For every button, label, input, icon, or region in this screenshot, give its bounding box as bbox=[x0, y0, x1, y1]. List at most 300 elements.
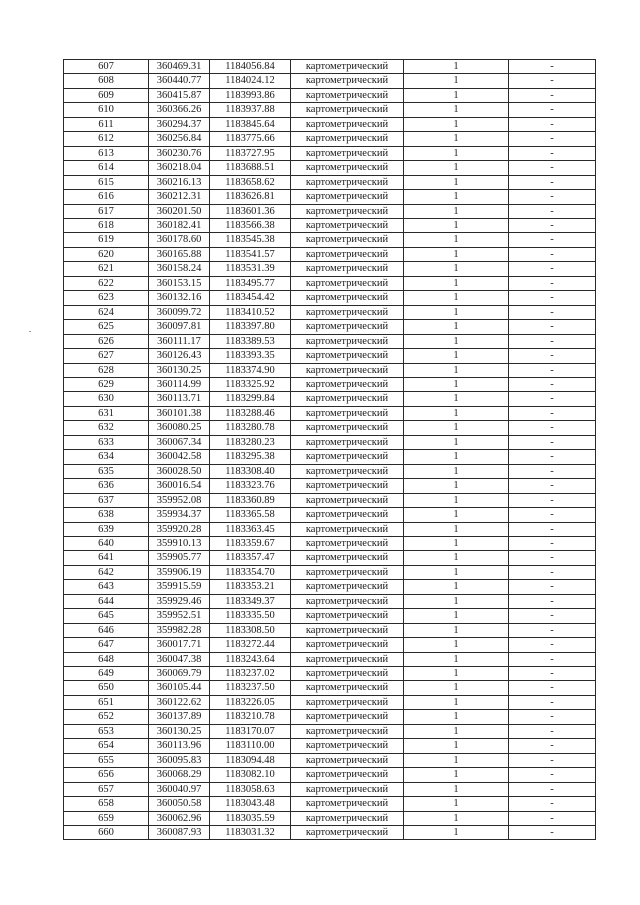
method-cell: картометрический bbox=[291, 710, 404, 724]
table-row bbox=[64, 450, 596, 464]
mark-cell: - bbox=[509, 768, 596, 782]
point-number-cell: 627 bbox=[64, 349, 149, 363]
method-cell: картометрический bbox=[291, 479, 404, 493]
x-coordinate-cell: 359982.28 bbox=[149, 623, 210, 637]
method-cell: картометрический bbox=[291, 652, 404, 666]
x-coordinate-cell: 360132.16 bbox=[149, 291, 210, 305]
method-cell: картометрический bbox=[291, 782, 404, 796]
x-coordinate-cell: 360062.96 bbox=[149, 811, 210, 825]
table-row bbox=[64, 580, 596, 594]
flag-cell: 1 bbox=[404, 291, 509, 305]
table-row bbox=[64, 406, 596, 420]
x-coordinate-cell: 360050.58 bbox=[149, 797, 210, 811]
y-coordinate-cell: 1183295.38 bbox=[210, 450, 291, 464]
mark-cell: - bbox=[509, 247, 596, 261]
table-row bbox=[64, 710, 596, 724]
flag-cell: 1 bbox=[404, 161, 509, 175]
x-coordinate-cell: 360122.62 bbox=[149, 695, 210, 709]
y-coordinate-cell: 1183389.53 bbox=[210, 334, 291, 348]
x-coordinate-cell: 360440.77 bbox=[149, 74, 210, 88]
x-coordinate-cell: 360415.87 bbox=[149, 88, 210, 102]
mark-cell: - bbox=[509, 377, 596, 391]
method-cell: картометрический bbox=[291, 565, 404, 579]
x-coordinate-cell: 360028.50 bbox=[149, 464, 210, 478]
table-row bbox=[64, 363, 596, 377]
method-cell: картометрический bbox=[291, 638, 404, 652]
method-cell: картометрический bbox=[291, 74, 404, 88]
x-coordinate-cell: 360230.76 bbox=[149, 146, 210, 160]
y-coordinate-cell: 1183626.81 bbox=[210, 190, 291, 204]
x-coordinate-cell: 360016.54 bbox=[149, 479, 210, 493]
y-coordinate-cell: 1183531.39 bbox=[210, 262, 291, 276]
mark-cell: - bbox=[509, 536, 596, 550]
table-row bbox=[64, 695, 596, 709]
y-coordinate-cell: 1183454.42 bbox=[210, 291, 291, 305]
flag-cell: 1 bbox=[404, 377, 509, 391]
method-cell: картометрический bbox=[291, 349, 404, 363]
y-coordinate-cell: 1183349.37 bbox=[210, 594, 291, 608]
point-number-cell: 636 bbox=[64, 479, 149, 493]
y-coordinate-cell: 1183237.02 bbox=[210, 667, 291, 681]
flag-cell: 1 bbox=[404, 117, 509, 131]
mark-cell: - bbox=[509, 291, 596, 305]
flag-cell: 1 bbox=[404, 233, 509, 247]
y-coordinate-cell: 1183280.23 bbox=[210, 435, 291, 449]
point-number-cell: 632 bbox=[64, 421, 149, 435]
flag-cell: 1 bbox=[404, 594, 509, 608]
x-coordinate-cell: 359906.19 bbox=[149, 565, 210, 579]
mark-cell: - bbox=[509, 782, 596, 796]
flag-cell: 1 bbox=[404, 218, 509, 232]
point-number-cell: 638 bbox=[64, 508, 149, 522]
method-cell: картометрический bbox=[291, 247, 404, 261]
point-number-cell: 629 bbox=[64, 377, 149, 391]
method-cell: картометрический bbox=[291, 681, 404, 695]
flag-cell: 1 bbox=[404, 320, 509, 334]
y-coordinate-cell: 1183210.78 bbox=[210, 710, 291, 724]
x-coordinate-cell: 360153.15 bbox=[149, 276, 210, 290]
mark-cell: - bbox=[509, 464, 596, 478]
x-coordinate-cell: 360216.13 bbox=[149, 175, 210, 189]
x-coordinate-cell: 359952.08 bbox=[149, 493, 210, 507]
mark-cell: - bbox=[509, 724, 596, 738]
y-coordinate-cell: 1183359.67 bbox=[210, 536, 291, 550]
mark-cell: - bbox=[509, 681, 596, 695]
mark-cell: - bbox=[509, 652, 596, 666]
mark-cell: - bbox=[509, 753, 596, 767]
table-row bbox=[64, 377, 596, 391]
y-coordinate-cell: 1183775.66 bbox=[210, 132, 291, 146]
y-coordinate-cell: 1183243.64 bbox=[210, 652, 291, 666]
flag-cell: 1 bbox=[404, 565, 509, 579]
coordinates-table bbox=[63, 59, 596, 840]
y-coordinate-cell: 1183094.48 bbox=[210, 753, 291, 767]
flag-cell: 1 bbox=[404, 695, 509, 709]
x-coordinate-cell: 359934.37 bbox=[149, 508, 210, 522]
mark-cell: - bbox=[509, 797, 596, 811]
point-number-cell: 648 bbox=[64, 652, 149, 666]
table-row bbox=[64, 609, 596, 623]
flag-cell: 1 bbox=[404, 88, 509, 102]
mark-cell: - bbox=[509, 320, 596, 334]
x-coordinate-cell: 360114.99 bbox=[149, 377, 210, 391]
method-cell: картометрический bbox=[291, 103, 404, 117]
flag-cell: 1 bbox=[404, 175, 509, 189]
x-coordinate-cell: 360294.37 bbox=[149, 117, 210, 131]
y-coordinate-cell: 1183353.21 bbox=[210, 580, 291, 594]
table-row bbox=[64, 797, 596, 811]
method-cell: картометрический bbox=[291, 161, 404, 175]
method-cell: картометрический bbox=[291, 753, 404, 767]
y-coordinate-cell: 1183354.70 bbox=[210, 565, 291, 579]
method-cell: картометрический bbox=[291, 334, 404, 348]
table-row bbox=[64, 551, 596, 565]
y-coordinate-cell: 1183043.48 bbox=[210, 797, 291, 811]
scan-speck bbox=[29, 331, 31, 332]
flag-cell: 1 bbox=[404, 493, 509, 507]
flag-cell: 1 bbox=[404, 710, 509, 724]
flag-cell: 1 bbox=[404, 768, 509, 782]
mark-cell: - bbox=[509, 88, 596, 102]
point-number-cell: 617 bbox=[64, 204, 149, 218]
mark-cell: - bbox=[509, 609, 596, 623]
point-number-cell: 624 bbox=[64, 305, 149, 319]
table-row bbox=[64, 753, 596, 767]
table-row bbox=[64, 291, 596, 305]
point-number-cell: 626 bbox=[64, 334, 149, 348]
mark-cell: - bbox=[509, 493, 596, 507]
x-coordinate-cell: 359929.46 bbox=[149, 594, 210, 608]
mark-cell: - bbox=[509, 811, 596, 825]
table-row bbox=[64, 74, 596, 88]
mark-cell: - bbox=[509, 565, 596, 579]
flag-cell: 1 bbox=[404, 826, 509, 840]
x-coordinate-cell: 360137.89 bbox=[149, 710, 210, 724]
method-cell: картометрический bbox=[291, 88, 404, 102]
x-coordinate-cell: 360469.31 bbox=[149, 60, 210, 74]
flag-cell: 1 bbox=[404, 479, 509, 493]
y-coordinate-cell: 1183308.50 bbox=[210, 623, 291, 637]
x-coordinate-cell: 360040.97 bbox=[149, 782, 210, 796]
x-coordinate-cell: 360099.72 bbox=[149, 305, 210, 319]
x-coordinate-cell: 359915.59 bbox=[149, 580, 210, 594]
x-coordinate-cell: 360113.71 bbox=[149, 392, 210, 406]
x-coordinate-cell: 360201.50 bbox=[149, 204, 210, 218]
y-coordinate-cell: 1183566.38 bbox=[210, 218, 291, 232]
point-number-cell: 645 bbox=[64, 609, 149, 623]
point-number-cell: 655 bbox=[64, 753, 149, 767]
point-number-cell: 628 bbox=[64, 363, 149, 377]
y-coordinate-cell: 1183035.59 bbox=[210, 811, 291, 825]
method-cell: картометрический bbox=[291, 739, 404, 753]
method-cell: картометрический bbox=[291, 522, 404, 536]
method-cell: картометрический bbox=[291, 551, 404, 565]
table-row bbox=[64, 218, 596, 232]
mark-cell: - bbox=[509, 334, 596, 348]
x-coordinate-cell: 360042.58 bbox=[149, 450, 210, 464]
table-row bbox=[64, 247, 596, 261]
point-number-cell: 639 bbox=[64, 522, 149, 536]
mark-cell: - bbox=[509, 233, 596, 247]
table-row bbox=[64, 117, 596, 131]
point-number-cell: 646 bbox=[64, 623, 149, 637]
y-coordinate-cell: 1183058.63 bbox=[210, 782, 291, 796]
point-number-cell: 658 bbox=[64, 797, 149, 811]
method-cell: картометрический bbox=[291, 320, 404, 334]
table-row bbox=[64, 233, 596, 247]
point-number-cell: 651 bbox=[64, 695, 149, 709]
method-cell: картометрический bbox=[291, 826, 404, 840]
flag-cell: 1 bbox=[404, 60, 509, 74]
flag-cell: 1 bbox=[404, 508, 509, 522]
y-coordinate-cell: 1183541.57 bbox=[210, 247, 291, 261]
flag-cell: 1 bbox=[404, 74, 509, 88]
table-row bbox=[64, 826, 596, 840]
mark-cell: - bbox=[509, 580, 596, 594]
point-number-cell: 649 bbox=[64, 667, 149, 681]
table-row bbox=[64, 508, 596, 522]
table-row bbox=[64, 276, 596, 290]
table-row bbox=[64, 522, 596, 536]
method-cell: картометрический bbox=[291, 262, 404, 276]
method-cell: картометрический bbox=[291, 305, 404, 319]
mark-cell: - bbox=[509, 450, 596, 464]
mark-cell: - bbox=[509, 175, 596, 189]
y-coordinate-cell: 1183226.05 bbox=[210, 695, 291, 709]
y-coordinate-cell: 1183335.50 bbox=[210, 609, 291, 623]
method-cell: картометрический bbox=[291, 623, 404, 637]
flag-cell: 1 bbox=[404, 724, 509, 738]
flag-cell: 1 bbox=[404, 551, 509, 565]
flag-cell: 1 bbox=[404, 103, 509, 117]
mark-cell: - bbox=[509, 826, 596, 840]
mark-cell: - bbox=[509, 594, 596, 608]
table-row bbox=[64, 565, 596, 579]
point-number-cell: 652 bbox=[64, 710, 149, 724]
y-coordinate-cell: 1183308.40 bbox=[210, 464, 291, 478]
point-number-cell: 615 bbox=[64, 175, 149, 189]
point-number-cell: 613 bbox=[64, 146, 149, 160]
x-coordinate-cell: 360105.44 bbox=[149, 681, 210, 695]
y-coordinate-cell: 1183360.89 bbox=[210, 493, 291, 507]
table-row bbox=[64, 479, 596, 493]
flag-cell: 1 bbox=[404, 652, 509, 666]
mark-cell: - bbox=[509, 103, 596, 117]
x-coordinate-cell: 359910.13 bbox=[149, 536, 210, 550]
table-row bbox=[64, 681, 596, 695]
method-cell: картометрический bbox=[291, 190, 404, 204]
method-cell: картометрический bbox=[291, 768, 404, 782]
mark-cell: - bbox=[509, 204, 596, 218]
flag-cell: 1 bbox=[404, 667, 509, 681]
y-coordinate-cell: 1183082.10 bbox=[210, 768, 291, 782]
mark-cell: - bbox=[509, 710, 596, 724]
flag-cell: 1 bbox=[404, 406, 509, 420]
flag-cell: 1 bbox=[404, 739, 509, 753]
y-coordinate-cell: 1183393.35 bbox=[210, 349, 291, 363]
flag-cell: 1 bbox=[404, 609, 509, 623]
flag-cell: 1 bbox=[404, 580, 509, 594]
flag-cell: 1 bbox=[404, 435, 509, 449]
mark-cell: - bbox=[509, 190, 596, 204]
y-coordinate-cell: 1183280.78 bbox=[210, 421, 291, 435]
flag-cell: 1 bbox=[404, 247, 509, 261]
x-coordinate-cell: 360130.25 bbox=[149, 724, 210, 738]
point-number-cell: 643 bbox=[64, 580, 149, 594]
x-coordinate-cell: 360126.43 bbox=[149, 349, 210, 363]
point-number-cell: 625 bbox=[64, 320, 149, 334]
table-row bbox=[64, 768, 596, 782]
table-row bbox=[64, 435, 596, 449]
flag-cell: 1 bbox=[404, 450, 509, 464]
mark-cell: - bbox=[509, 508, 596, 522]
mark-cell: - bbox=[509, 117, 596, 131]
point-number-cell: 614 bbox=[64, 161, 149, 175]
method-cell: картометрический bbox=[291, 667, 404, 681]
method-cell: картометрический bbox=[291, 132, 404, 146]
y-coordinate-cell: 1183601.36 bbox=[210, 204, 291, 218]
method-cell: картометрический bbox=[291, 464, 404, 478]
table-row bbox=[64, 724, 596, 738]
table-row bbox=[64, 262, 596, 276]
point-number-cell: 659 bbox=[64, 811, 149, 825]
y-coordinate-cell: 1183299.84 bbox=[210, 392, 291, 406]
x-coordinate-cell: 360069.79 bbox=[149, 667, 210, 681]
mark-cell: - bbox=[509, 695, 596, 709]
table-row bbox=[64, 536, 596, 550]
x-coordinate-cell: 360178.60 bbox=[149, 233, 210, 247]
mark-cell: - bbox=[509, 435, 596, 449]
table-row bbox=[64, 88, 596, 102]
point-number-cell: 641 bbox=[64, 551, 149, 565]
flag-cell: 1 bbox=[404, 190, 509, 204]
point-number-cell: 640 bbox=[64, 536, 149, 550]
method-cell: картометрический bbox=[291, 233, 404, 247]
mark-cell: - bbox=[509, 161, 596, 175]
x-coordinate-cell: 360366.26 bbox=[149, 103, 210, 117]
flag-cell: 1 bbox=[404, 334, 509, 348]
table-row bbox=[64, 782, 596, 796]
y-coordinate-cell: 1183288.46 bbox=[210, 406, 291, 420]
y-coordinate-cell: 1183170.07 bbox=[210, 724, 291, 738]
x-coordinate-cell: 360218.04 bbox=[149, 161, 210, 175]
method-cell: картометрический bbox=[291, 406, 404, 420]
x-coordinate-cell: 359905.77 bbox=[149, 551, 210, 565]
table-row bbox=[64, 652, 596, 666]
y-coordinate-cell: 1183363.45 bbox=[210, 522, 291, 536]
x-coordinate-cell: 360067.34 bbox=[149, 435, 210, 449]
mark-cell: - bbox=[509, 276, 596, 290]
table-row bbox=[64, 190, 596, 204]
point-number-cell: 656 bbox=[64, 768, 149, 782]
point-number-cell: 642 bbox=[64, 565, 149, 579]
table-row bbox=[64, 175, 596, 189]
table-row bbox=[64, 464, 596, 478]
x-coordinate-cell: 360017.71 bbox=[149, 638, 210, 652]
flag-cell: 1 bbox=[404, 638, 509, 652]
y-coordinate-cell: 1183993.86 bbox=[210, 88, 291, 102]
y-coordinate-cell: 1183237.50 bbox=[210, 681, 291, 695]
method-cell: картометрический bbox=[291, 536, 404, 550]
method-cell: картометрический bbox=[291, 117, 404, 131]
table-row bbox=[64, 667, 596, 681]
flag-cell: 1 bbox=[404, 276, 509, 290]
table-row bbox=[64, 811, 596, 825]
y-coordinate-cell: 1183545.38 bbox=[210, 233, 291, 247]
method-cell: картометрический bbox=[291, 508, 404, 522]
point-number-cell: 631 bbox=[64, 406, 149, 420]
x-coordinate-cell: 360095.83 bbox=[149, 753, 210, 767]
mark-cell: - bbox=[509, 74, 596, 88]
method-cell: картометрический bbox=[291, 493, 404, 507]
method-cell: картометрический bbox=[291, 609, 404, 623]
point-number-cell: 610 bbox=[64, 103, 149, 117]
mark-cell: - bbox=[509, 479, 596, 493]
table-row bbox=[64, 594, 596, 608]
method-cell: картометрический bbox=[291, 797, 404, 811]
point-number-cell: 633 bbox=[64, 435, 149, 449]
point-number-cell: 616 bbox=[64, 190, 149, 204]
mark-cell: - bbox=[509, 623, 596, 637]
mark-cell: - bbox=[509, 406, 596, 420]
flag-cell: 1 bbox=[404, 132, 509, 146]
method-cell: картометрический bbox=[291, 594, 404, 608]
x-coordinate-cell: 359952.51 bbox=[149, 609, 210, 623]
mark-cell: - bbox=[509, 218, 596, 232]
flag-cell: 1 bbox=[404, 681, 509, 695]
point-number-cell: 644 bbox=[64, 594, 149, 608]
point-number-cell: 657 bbox=[64, 782, 149, 796]
x-coordinate-cell: 360158.24 bbox=[149, 262, 210, 276]
y-coordinate-cell: 1183031.32 bbox=[210, 826, 291, 840]
y-coordinate-cell: 1183727.95 bbox=[210, 146, 291, 160]
flag-cell: 1 bbox=[404, 522, 509, 536]
method-cell: картометрический bbox=[291, 60, 404, 74]
y-coordinate-cell: 1183397.80 bbox=[210, 320, 291, 334]
table-row bbox=[64, 103, 596, 117]
point-number-cell: 634 bbox=[64, 450, 149, 464]
point-number-cell: 619 bbox=[64, 233, 149, 247]
flag-cell: 1 bbox=[404, 753, 509, 767]
mark-cell: - bbox=[509, 363, 596, 377]
flag-cell: 1 bbox=[404, 392, 509, 406]
method-cell: картометрический bbox=[291, 695, 404, 709]
flag-cell: 1 bbox=[404, 146, 509, 160]
y-coordinate-cell: 1183365.58 bbox=[210, 508, 291, 522]
point-number-cell: 637 bbox=[64, 493, 149, 507]
mark-cell: - bbox=[509, 349, 596, 363]
flag-cell: 1 bbox=[404, 623, 509, 637]
table-row bbox=[64, 623, 596, 637]
table-row bbox=[64, 739, 596, 753]
point-number-cell: 607 bbox=[64, 60, 149, 74]
table-row bbox=[64, 161, 596, 175]
method-cell: картометрический bbox=[291, 392, 404, 406]
x-coordinate-cell: 360182.41 bbox=[149, 218, 210, 232]
flag-cell: 1 bbox=[404, 782, 509, 796]
flag-cell: 1 bbox=[404, 811, 509, 825]
point-number-cell: 623 bbox=[64, 291, 149, 305]
table-row bbox=[64, 320, 596, 334]
method-cell: картометрический bbox=[291, 363, 404, 377]
x-coordinate-cell: 360256.84 bbox=[149, 132, 210, 146]
y-coordinate-cell: 1183658.62 bbox=[210, 175, 291, 189]
x-coordinate-cell: 360087.93 bbox=[149, 826, 210, 840]
point-number-cell: 653 bbox=[64, 724, 149, 738]
y-coordinate-cell: 1183325.92 bbox=[210, 377, 291, 391]
point-number-cell: 654 bbox=[64, 739, 149, 753]
x-coordinate-cell: 360130.25 bbox=[149, 363, 210, 377]
